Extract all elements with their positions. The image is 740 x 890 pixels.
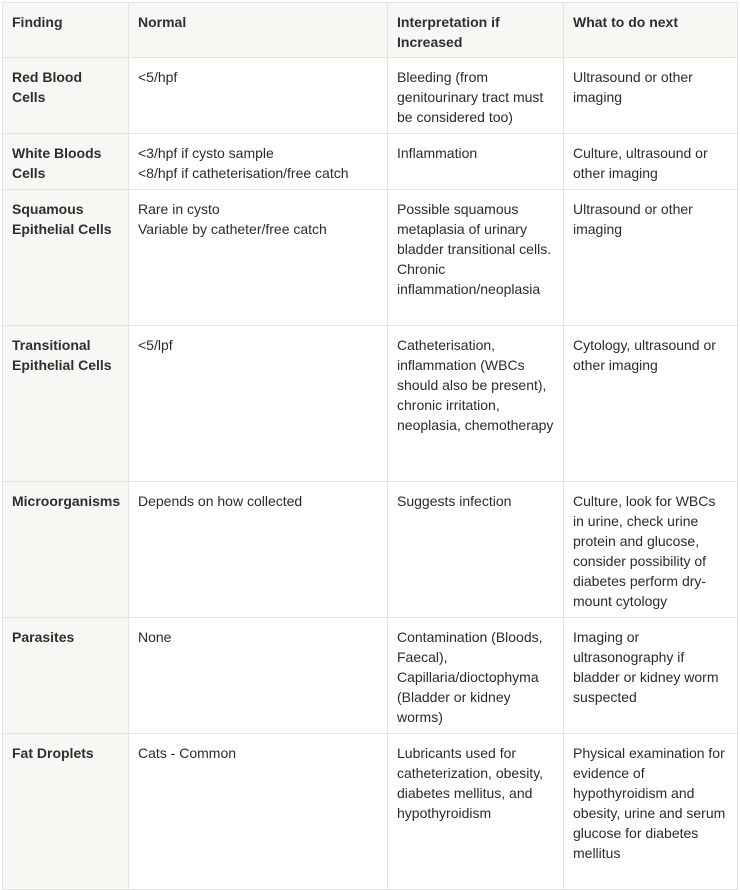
interpretation-cell: Contamination (Bloods, Faecal), Capillaria/dioctophyma (Bladder or kidney worms) <box>388 618 564 734</box>
interpretation-cell: Bleeding (from genitourinary tract must be considered too) <box>388 58 564 134</box>
next-step-cell: Physical examination for evidence of hypothyroidism and obesity, urine and serum glucose for diabetes mellitus <box>564 734 738 890</box>
table-row <box>3 734 738 890</box>
next-step-cell: Ultrasound or other imaging <box>564 190 738 326</box>
finding-cell: Parasites <box>3 618 129 734</box>
next-step-cell: Imaging or ultrasonography if bladder or kidney worm suspected <box>564 618 738 734</box>
header-what-to-do-next: What to do next <box>564 3 738 58</box>
normal-cell: Cats - Common <box>129 734 388 890</box>
interpretation-cell: Lubricants used for catheterization, obesity, diabetes mellitus, and hypothyroidism <box>388 734 564 890</box>
finding-cell: Fat Droplets <box>3 734 129 890</box>
next-step-cell: Culture, look for WBCs in urine, check urine protein and glucose, consider possibility of diabetes perform dry-mount cytology <box>564 482 738 618</box>
table-header-row <box>3 3 738 58</box>
table-row <box>3 482 738 618</box>
interpretation-cell: Possible squamous metaplasia of urinary bladder transitional cells. Chronic inflammation/neoplasia <box>388 190 564 326</box>
table-row <box>3 134 738 190</box>
normal-cell: Depends on how collected <box>129 482 388 618</box>
table-row <box>3 58 738 134</box>
table-row <box>3 618 738 734</box>
next-step-cell: Cytology, ultrasound or other imaging <box>564 326 738 482</box>
finding-cell: Red Blood Cells <box>3 58 129 134</box>
normal-cell: <5/lpf <box>129 326 388 482</box>
normal-cell: <3/hpf if cysto sample <8/hpf if catheterisation/free catch <box>129 134 388 190</box>
normal-cell: <5/hpf <box>129 58 388 134</box>
normal-cell: Rare in cysto Variable by catheter/free catch <box>129 190 388 326</box>
interpretation-cell: Catheterisation, inflammation (WBCs should also be present), chronic irritation, neoplasia, chemotherapy <box>388 326 564 482</box>
header-normal: Normal <box>129 3 388 58</box>
table-row <box>3 326 738 482</box>
urinalysis-findings-table <box>2 2 738 890</box>
finding-cell: Squamous Epithelial Cells <box>3 190 129 326</box>
interpretation-cell: Inflammation <box>388 134 564 190</box>
interpretation-cell: Suggests infection <box>388 482 564 618</box>
next-step-cell: Culture, ultrasound or other imaging <box>564 134 738 190</box>
finding-cell: Transitional Epithelial Cells <box>3 326 129 482</box>
header-interpretation: Interpretation if Increased <box>388 3 564 58</box>
finding-cell: White Bloods Cells <box>3 134 129 190</box>
next-step-cell: Ultrasound or other imaging <box>564 58 738 134</box>
header-finding: Finding <box>3 3 129 58</box>
table-row <box>3 190 738 326</box>
finding-cell: Microorganisms <box>3 482 129 618</box>
normal-cell: None <box>129 618 388 734</box>
